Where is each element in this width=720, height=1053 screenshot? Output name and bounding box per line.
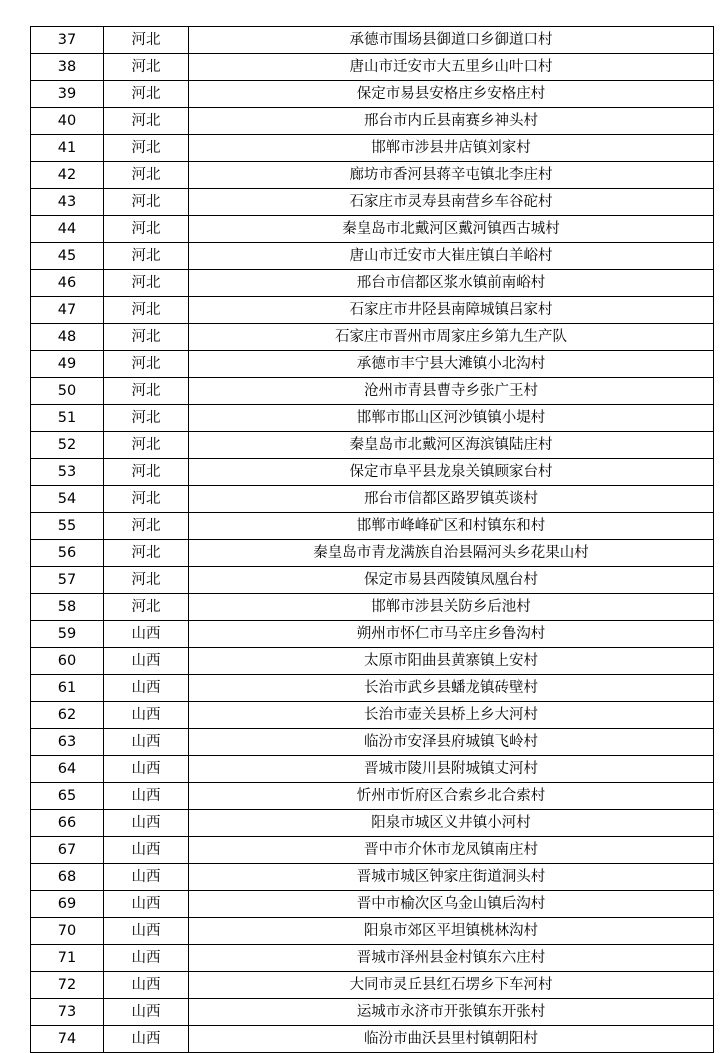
row-province: 山西 bbox=[104, 918, 189, 945]
row-province: 河北 bbox=[104, 162, 189, 189]
row-province: 山西 bbox=[104, 621, 189, 648]
row-province: 河北 bbox=[104, 54, 189, 81]
row-name: 临汾市安泽县府城镇飞岭村 bbox=[189, 729, 714, 756]
table-row bbox=[31, 783, 714, 810]
row-index: 61 bbox=[31, 675, 104, 702]
row-index: 38 bbox=[31, 54, 104, 81]
row-index: 65 bbox=[31, 783, 104, 810]
table-row bbox=[31, 432, 714, 459]
row-name: 邯郸市峰峰矿区和村镇东和村 bbox=[189, 513, 714, 540]
table-row bbox=[31, 162, 714, 189]
row-province: 河北 bbox=[104, 405, 189, 432]
row-name: 保定市易县安格庄乡安格庄村 bbox=[189, 81, 714, 108]
row-name: 长治市武乡县蟠龙镇砖壁村 bbox=[189, 675, 714, 702]
row-name: 石家庄市井陉县南障城镇吕家村 bbox=[189, 297, 714, 324]
row-name: 朔州市怀仁市马辛庄乡鲁沟村 bbox=[189, 621, 714, 648]
table-row bbox=[31, 27, 714, 54]
table-row bbox=[31, 756, 714, 783]
table-row bbox=[31, 378, 714, 405]
row-index: 57 bbox=[31, 567, 104, 594]
row-province: 山西 bbox=[104, 972, 189, 999]
row-province: 山西 bbox=[104, 864, 189, 891]
row-name: 廊坊市香河县蒋辛屯镇北李庄村 bbox=[189, 162, 714, 189]
row-name: 大同市灵丘县红石塄乡下车河村 bbox=[189, 972, 714, 999]
row-province: 河北 bbox=[104, 567, 189, 594]
row-province: 山西 bbox=[104, 702, 189, 729]
row-province: 河北 bbox=[104, 297, 189, 324]
row-index: 69 bbox=[31, 891, 104, 918]
row-index: 74 bbox=[31, 1026, 104, 1053]
table-row bbox=[31, 918, 714, 945]
row-province: 山西 bbox=[104, 945, 189, 972]
row-index: 66 bbox=[31, 810, 104, 837]
row-index: 40 bbox=[31, 108, 104, 135]
row-name: 唐山市迁安市大崔庄镇白羊峪村 bbox=[189, 243, 714, 270]
row-province: 山西 bbox=[104, 810, 189, 837]
row-province: 河北 bbox=[104, 486, 189, 513]
table-row bbox=[31, 189, 714, 216]
row-name: 晋城市城区钟家庄街道洞头村 bbox=[189, 864, 714, 891]
row-name: 承德市丰宁县大滩镇小北沟村 bbox=[189, 351, 714, 378]
row-name: 邯郸市涉县关防乡后池村 bbox=[189, 594, 714, 621]
row-province: 山西 bbox=[104, 1026, 189, 1053]
table-row bbox=[31, 324, 714, 351]
table-row bbox=[31, 513, 714, 540]
row-province: 山西 bbox=[104, 783, 189, 810]
table-row bbox=[31, 567, 714, 594]
row-province: 河北 bbox=[104, 513, 189, 540]
row-index: 60 bbox=[31, 648, 104, 675]
row-province: 河北 bbox=[104, 189, 189, 216]
row-index: 54 bbox=[31, 486, 104, 513]
row-name: 邢台市内丘县南赛乡神头村 bbox=[189, 108, 714, 135]
row-name: 秦皇岛市青龙满族自治县隔河头乡花果山村 bbox=[189, 540, 714, 567]
row-index: 51 bbox=[31, 405, 104, 432]
row-province: 山西 bbox=[104, 729, 189, 756]
row-index: 68 bbox=[31, 864, 104, 891]
table-row bbox=[31, 702, 714, 729]
row-index: 37 bbox=[31, 27, 104, 54]
row-index: 70 bbox=[31, 918, 104, 945]
row-name: 邢台市信都区浆水镇前南峪村 bbox=[189, 270, 714, 297]
row-index: 71 bbox=[31, 945, 104, 972]
table-row bbox=[31, 486, 714, 513]
row-index: 42 bbox=[31, 162, 104, 189]
row-name: 邯郸市邯山区河沙镇镇小堤村 bbox=[189, 405, 714, 432]
table-row bbox=[31, 810, 714, 837]
row-name: 沧州市青县曹寺乡张广王村 bbox=[189, 378, 714, 405]
table-row bbox=[31, 459, 714, 486]
row-name: 秦皇岛市北戴河区戴河镇西古城村 bbox=[189, 216, 714, 243]
table-row bbox=[31, 216, 714, 243]
table-row bbox=[31, 891, 714, 918]
row-name: 邯郸市涉县井店镇刘家村 bbox=[189, 135, 714, 162]
table-row bbox=[31, 270, 714, 297]
row-name: 运城市永济市开张镇东开张村 bbox=[189, 999, 714, 1026]
table-row bbox=[31, 621, 714, 648]
row-index: 48 bbox=[31, 324, 104, 351]
table-row bbox=[31, 1026, 714, 1053]
row-index: 59 bbox=[31, 621, 104, 648]
row-province: 山西 bbox=[104, 675, 189, 702]
row-province: 河北 bbox=[104, 243, 189, 270]
row-name: 晋城市陵川县附城镇丈河村 bbox=[189, 756, 714, 783]
row-index: 72 bbox=[31, 972, 104, 999]
row-index: 58 bbox=[31, 594, 104, 621]
table-row bbox=[31, 108, 714, 135]
table-row bbox=[31, 135, 714, 162]
table-row bbox=[31, 540, 714, 567]
row-name: 阳泉市郊区平坦镇桃林沟村 bbox=[189, 918, 714, 945]
row-name: 保定市阜平县龙泉关镇顾家台村 bbox=[189, 459, 714, 486]
row-province: 河北 bbox=[104, 351, 189, 378]
row-index: 56 bbox=[31, 540, 104, 567]
row-province: 河北 bbox=[104, 270, 189, 297]
row-index: 39 bbox=[31, 81, 104, 108]
row-province: 河北 bbox=[104, 216, 189, 243]
row-index: 67 bbox=[31, 837, 104, 864]
row-name: 唐山市迁安市大五里乡山叶口村 bbox=[189, 54, 714, 81]
row-index: 53 bbox=[31, 459, 104, 486]
row-province: 河北 bbox=[104, 108, 189, 135]
table-row bbox=[31, 837, 714, 864]
table-row bbox=[31, 594, 714, 621]
row-index: 41 bbox=[31, 135, 104, 162]
table-row bbox=[31, 729, 714, 756]
row-index: 55 bbox=[31, 513, 104, 540]
row-province: 河北 bbox=[104, 81, 189, 108]
row-province: 河北 bbox=[104, 27, 189, 54]
row-index: 50 bbox=[31, 378, 104, 405]
row-province: 河北 bbox=[104, 378, 189, 405]
row-name: 忻州市忻府区合索乡北合索村 bbox=[189, 783, 714, 810]
row-index: 46 bbox=[31, 270, 104, 297]
table-row bbox=[31, 81, 714, 108]
table-body bbox=[31, 27, 714, 1053]
table-row bbox=[31, 648, 714, 675]
table-row bbox=[31, 351, 714, 378]
row-name: 晋中市榆次区乌金山镇后沟村 bbox=[189, 891, 714, 918]
row-province: 河北 bbox=[104, 432, 189, 459]
row-name: 阳泉市城区义井镇小河村 bbox=[189, 810, 714, 837]
table-row bbox=[31, 972, 714, 999]
table-row bbox=[31, 864, 714, 891]
row-index: 64 bbox=[31, 756, 104, 783]
table-row bbox=[31, 297, 714, 324]
row-province: 河北 bbox=[104, 594, 189, 621]
table-row bbox=[31, 243, 714, 270]
row-province: 山西 bbox=[104, 891, 189, 918]
row-index: 44 bbox=[31, 216, 104, 243]
row-name: 太原市阳曲县黄寨镇上安村 bbox=[189, 648, 714, 675]
table-row bbox=[31, 675, 714, 702]
row-name: 晋城市泽州县金村镇东六庄村 bbox=[189, 945, 714, 972]
row-name: 临汾市曲沃县里村镇朝阳村 bbox=[189, 1026, 714, 1053]
row-index: 52 bbox=[31, 432, 104, 459]
row-province: 山西 bbox=[104, 756, 189, 783]
row-name: 晋中市介休市龙凤镇南庄村 bbox=[189, 837, 714, 864]
row-name: 石家庄市灵寿县南营乡车谷砣村 bbox=[189, 189, 714, 216]
row-name: 承德市围场县御道口乡御道口村 bbox=[189, 27, 714, 54]
row-name: 邢台市信都区路罗镇英谈村 bbox=[189, 486, 714, 513]
row-province: 山西 bbox=[104, 837, 189, 864]
row-name: 秦皇岛市北戴河区海滨镇陆庄村 bbox=[189, 432, 714, 459]
row-name: 保定市易县西陵镇凤凰台村 bbox=[189, 567, 714, 594]
row-index: 63 bbox=[31, 729, 104, 756]
row-province: 河北 bbox=[104, 459, 189, 486]
village-list-table bbox=[30, 26, 714, 1053]
table-row bbox=[31, 945, 714, 972]
row-index: 47 bbox=[31, 297, 104, 324]
row-province: 河北 bbox=[104, 324, 189, 351]
row-index: 45 bbox=[31, 243, 104, 270]
row-index: 43 bbox=[31, 189, 104, 216]
row-index: 49 bbox=[31, 351, 104, 378]
row-name: 石家庄市晋州市周家庄乡第九生产队 bbox=[189, 324, 714, 351]
table-row bbox=[31, 405, 714, 432]
row-province: 山西 bbox=[104, 999, 189, 1026]
row-index: 62 bbox=[31, 702, 104, 729]
row-index: 73 bbox=[31, 999, 104, 1026]
table-row bbox=[31, 54, 714, 81]
row-province: 河北 bbox=[104, 540, 189, 567]
row-name: 长治市壶关县桥上乡大河村 bbox=[189, 702, 714, 729]
table-row bbox=[31, 999, 714, 1026]
row-province: 河北 bbox=[104, 135, 189, 162]
row-province: 山西 bbox=[104, 648, 189, 675]
